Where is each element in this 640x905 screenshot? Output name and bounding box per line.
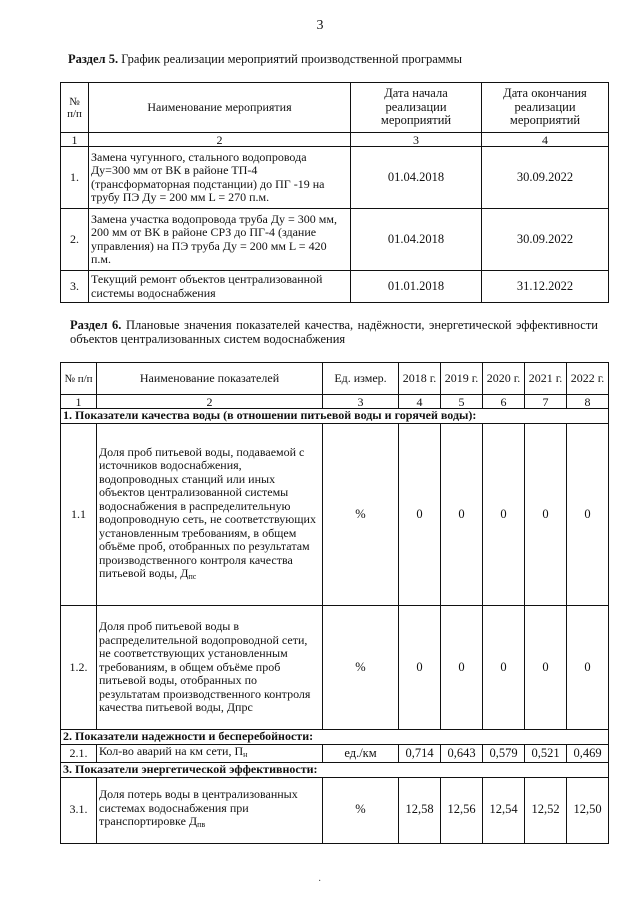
row-value: 0,521	[525, 745, 567, 763]
row-name-text: Доля потерь воды в централизованных системах водоснабжения при транспортировке Д	[99, 787, 298, 829]
header-unit: Ед. измер.	[323, 363, 399, 395]
row-value: 0,579	[483, 745, 525, 763]
header-year: 2018 г.	[399, 363, 441, 395]
col-number: 1	[61, 395, 97, 409]
section-6-label: Раздел 6.	[70, 318, 122, 332]
row-start-date: 01.04.2018	[351, 147, 482, 209]
header-year: 2020 г.	[483, 363, 525, 395]
col-number: 4	[399, 395, 441, 409]
row-num: 1.2.	[61, 606, 97, 730]
group-heading: 1. Показатели качества воды (в отношении питьевой воды и горячей воды):	[61, 409, 609, 424]
row-name-text: Кол-во аварий на км сети, П	[99, 744, 244, 758]
row-num: 3.1.	[61, 777, 97, 843]
row-name: Доля проб питьевой воды в распределительной водопроводной сети, не соответствующих установленным требованиям, в общем объёме проб питьевой воды, отобранных по результатам производственного контроля качества питьевой воды, Дпрс	[97, 606, 323, 730]
row-start-date: 01.04.2018	[351, 209, 482, 271]
table-row	[61, 209, 609, 271]
col-number: 2	[89, 133, 351, 147]
group-heading: 2. Показатели надежности и бесперебойности:	[61, 730, 609, 745]
row-end-date: 30.09.2022	[482, 147, 609, 209]
row-value: 0	[567, 606, 609, 730]
col-number: 3	[323, 395, 399, 409]
row-name: Замена чугунного, стального водопровода Ду=300 мм от ВК в районе ТП-4 (трансформаторная подстанции) до ПГ -19 на трубу ПЭ Ду = 200 мм L = 270 п.м.	[89, 147, 351, 209]
col-number: 5	[441, 395, 483, 409]
table-row	[61, 271, 609, 303]
scan-mark: ·	[318, 876, 322, 887]
table-row	[61, 147, 609, 209]
col-number: 7	[525, 395, 567, 409]
col-number: 3	[351, 133, 482, 147]
section-6-title-text: Плановые значения показателей качества, надёжности, энергетической эффективности объектов централизованных систем водоснабжения	[70, 318, 598, 346]
section-5-table	[60, 82, 609, 303]
header-start-date: Дата начала реализации мероприятий	[351, 83, 482, 133]
row-value: 0	[525, 606, 567, 730]
row-name-subscript: пс	[188, 572, 197, 581]
row-value: 12,58	[399, 777, 441, 843]
row-start-date: 01.01.2018	[351, 271, 482, 303]
row-num: 1.	[61, 147, 89, 209]
row-value: 0	[399, 424, 441, 606]
row-name	[97, 424, 323, 606]
row-value: 0	[441, 424, 483, 606]
table-header-row	[61, 363, 609, 395]
section-5-title-text: График реализации мероприятий производственной программы	[121, 52, 462, 66]
row-name	[97, 745, 323, 763]
col-number: 2	[97, 395, 323, 409]
row-num: 3.	[61, 271, 89, 303]
row-value: 0	[399, 606, 441, 730]
row-value: 12,56	[441, 777, 483, 843]
header-year: 2021 г.	[525, 363, 567, 395]
row-unit: %	[323, 777, 399, 843]
row-name-text: Доля проб питьевой воды, подаваемой с источников водоснабжения, водопроводных станций или иных объектов централизованной системы водоснабжения в распределительную водопроводную сеть, не соответствующих установленным требованиям, в общем объёме проб, отобранных по результатам производственного контроля качества питьевой воды, Д	[99, 444, 316, 580]
header-num: № п/п	[61, 83, 89, 133]
row-end-date: 30.09.2022	[482, 209, 609, 271]
row-value: 0	[483, 606, 525, 730]
group-row-reliability	[61, 730, 609, 745]
group-row-quality	[61, 409, 609, 424]
row-unit: %	[323, 606, 399, 730]
group-heading: 3. Показатели энергетической эффективности:	[61, 762, 609, 777]
table-row	[61, 745, 609, 763]
row-value: 12,54	[483, 777, 525, 843]
row-name: Замена участка водопровода труба Ду = 300 мм, 200 мм от ВК в районе СРЗ до ПГ-4 (здание управления) на ПЭ труба Ду = 200 мм L = 420 п.м.	[89, 209, 351, 271]
row-num: 1.1	[61, 424, 97, 606]
column-number-row	[61, 133, 609, 147]
section-5-label: Раздел 5.	[68, 52, 119, 66]
row-value: 0	[483, 424, 525, 606]
header-year: 2019 г.	[441, 363, 483, 395]
row-unit: ед./км	[323, 745, 399, 763]
section-6-table	[60, 362, 609, 844]
col-number: 6	[483, 395, 525, 409]
column-number-row	[61, 395, 609, 409]
section-5-title	[68, 52, 462, 66]
col-number: 4	[482, 133, 609, 147]
row-value: 12,50	[567, 777, 609, 843]
section-6-title	[70, 318, 598, 346]
row-unit: %	[323, 424, 399, 606]
row-value: 0	[441, 606, 483, 730]
row-name: Текущий ремонт объектов централизованной системы водоснабжения	[89, 271, 351, 303]
row-value: 0	[525, 424, 567, 606]
row-end-date: 31.12.2022	[482, 271, 609, 303]
header-end-date: Дата окончания реализации мероприятий	[482, 83, 609, 133]
header-year: 2022 г.	[567, 363, 609, 395]
row-value: 0,469	[567, 745, 609, 763]
page-number: 3	[316, 18, 324, 33]
row-value: 0,643	[441, 745, 483, 763]
table-row	[61, 424, 609, 606]
table-row	[61, 777, 609, 843]
row-num: 2.	[61, 209, 89, 271]
row-value: 0	[567, 424, 609, 606]
row-value: 0,714	[399, 745, 441, 763]
header-name: Наименование мероприятия	[89, 83, 351, 133]
row-name-subscript: н	[243, 750, 248, 759]
table-header-row	[61, 83, 609, 133]
row-name	[97, 777, 323, 843]
table-row	[61, 606, 609, 730]
header-name: Наименование показателей	[97, 363, 323, 395]
group-row-energy	[61, 762, 609, 777]
col-number: 1	[61, 133, 89, 147]
col-number: 8	[567, 395, 609, 409]
header-num: № п/п	[61, 363, 97, 395]
row-name-subscript: пв	[197, 820, 206, 830]
row-num: 2.1.	[61, 745, 97, 763]
row-value: 12,52	[525, 777, 567, 843]
